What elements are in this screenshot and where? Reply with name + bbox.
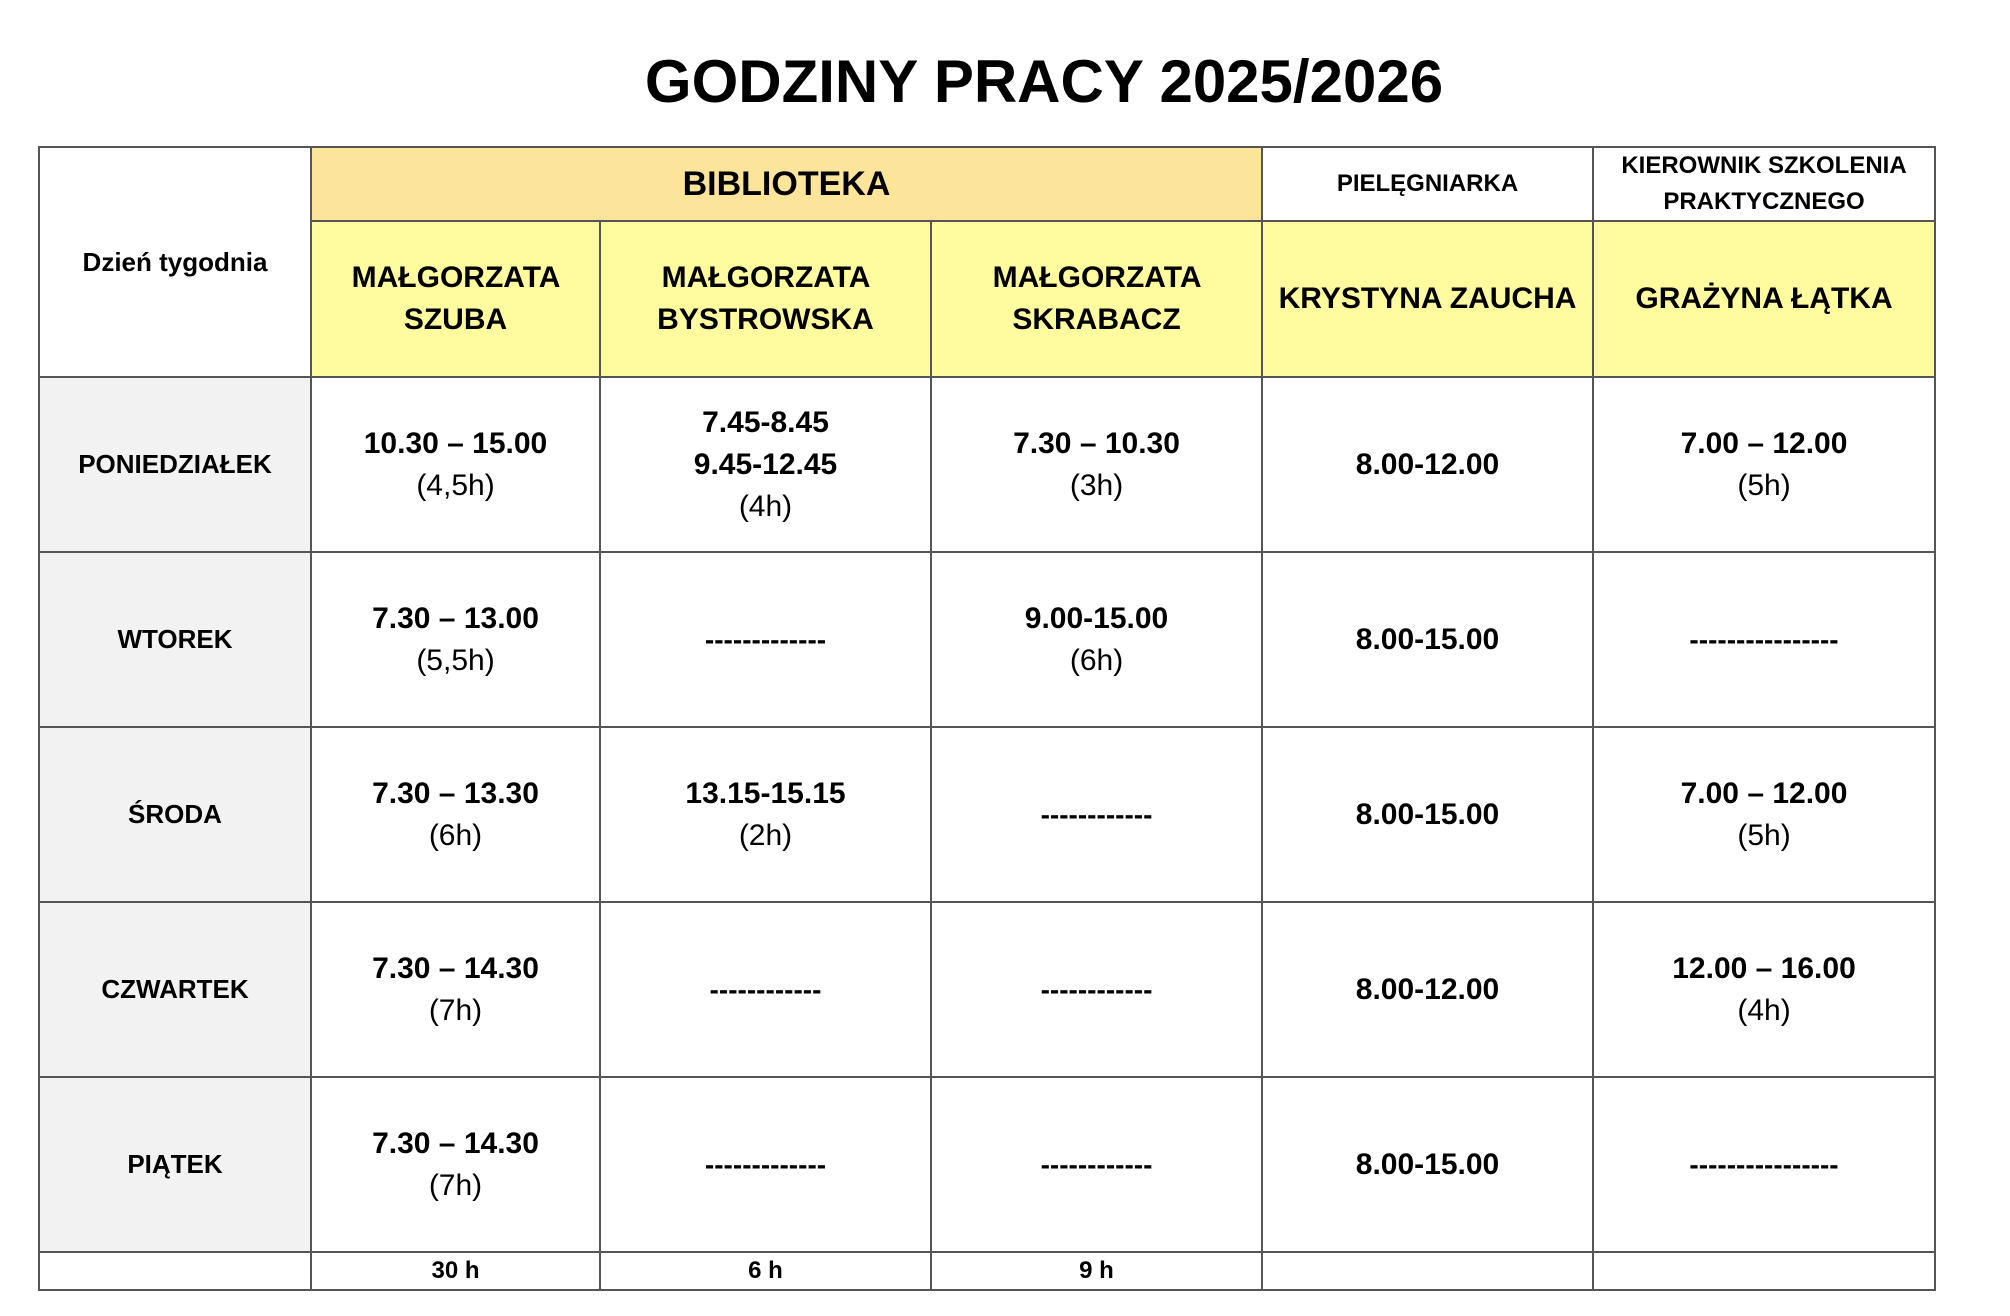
person-header — [931, 221, 1262, 377]
schedule-cell — [1593, 552, 1935, 727]
table-row — [39, 552, 1935, 727]
day-label: PONIEDZIAŁEK — [39, 377, 311, 552]
hours-count: (5h) — [1737, 818, 1791, 852]
day-label: PIĄTEK — [39, 1077, 311, 1252]
hours-count: (7h) — [428, 1168, 483, 1202]
time-range: 8.00-15.00 — [1355, 1147, 1500, 1181]
schedule-cell — [931, 377, 1262, 552]
schedule-cell — [600, 377, 931, 552]
time-range: 12.00 – 16.00 — [1672, 951, 1856, 985]
time-range: 7.30 – 10.30 — [1013, 426, 1180, 460]
schedule-cell — [1262, 902, 1593, 1077]
no-hours-dashes: ------------ — [1040, 798, 1153, 830]
schedule-cell — [1262, 727, 1593, 902]
schedule-cell — [311, 727, 600, 902]
schedule-cell — [1593, 377, 1935, 552]
time-range: 10.30 – 15.00 — [363, 426, 548, 460]
no-hours-dashes: ------------ — [709, 973, 822, 1005]
schedule-cell — [931, 552, 1262, 727]
hours-count: (5,5h) — [416, 643, 495, 677]
time-range: 13.15-15.15 — [685, 776, 846, 810]
schedule-cell — [931, 727, 1262, 902]
no-hours-dashes: ------------- — [704, 1148, 827, 1180]
group-header-training: KIEROWNIK SZKOLENIA PRAKTYCZNEGO — [1593, 147, 1935, 221]
schedule-cell — [1593, 1077, 1935, 1252]
hours-count: (7h) — [428, 993, 483, 1027]
table-row — [39, 902, 1935, 1077]
day-label: CZWARTEK — [39, 902, 311, 1077]
work-hours-table — [38, 146, 1936, 1291]
total-cell: 6 h — [600, 1252, 931, 1290]
page-title: GODZINY PRACY 2025/2026 — [644, 48, 1444, 115]
person-header — [1262, 221, 1593, 377]
schedule-cell — [600, 1077, 931, 1252]
schedule-cell — [600, 902, 931, 1077]
hours-count: (3h) — [1069, 468, 1124, 502]
hours-count: (4h) — [1737, 993, 1791, 1027]
time-range: 7.30 – 13.30 — [372, 776, 539, 810]
person-name-line: BYSTROWSKA — [657, 303, 874, 336]
schedule-cell — [600, 727, 931, 902]
schedule-cell — [931, 902, 1262, 1077]
hours-count: (4h) — [738, 489, 793, 523]
person-name-line: MAŁGORZATA — [351, 261, 560, 294]
person-header — [600, 221, 931, 377]
no-hours-dashes: ---------------- — [1689, 623, 1839, 655]
person-name-line: MAŁGORZATA — [992, 261, 1201, 294]
totals-row — [39, 1252, 1935, 1290]
schedule-cell — [1593, 727, 1935, 902]
schedule-cell — [311, 902, 600, 1077]
schedule-cell — [600, 552, 931, 727]
time-range: 8.00-12.00 — [1355, 972, 1500, 1006]
hours-count: (6h) — [428, 818, 483, 852]
schedule-cell — [311, 1077, 600, 1252]
time-range: 7.30 – 13.00 — [372, 601, 539, 635]
person-name-line: GRAŻYNA ŁĄTKA — [1635, 282, 1893, 315]
total-cell: 30 h — [311, 1252, 600, 1290]
person-name-line: SKRABACZ — [1012, 303, 1181, 336]
total-cell — [1593, 1252, 1935, 1290]
day-label: ŚRODA — [39, 727, 311, 902]
time-range: 7.00 – 12.00 — [1680, 776, 1848, 810]
time-range: 8.00-15.00 — [1355, 622, 1500, 656]
total-cell — [39, 1252, 311, 1290]
person-header — [1593, 221, 1935, 377]
no-hours-dashes: ------------- — [704, 623, 827, 655]
schedule-cell — [311, 377, 600, 552]
person-name-line: KRYSTYNA ZAUCHA — [1278, 282, 1577, 315]
day-label: WTOREK — [39, 552, 311, 727]
person-header — [311, 221, 600, 377]
time-range: 9.00-15.00 — [1024, 601, 1169, 635]
time-range: 7.45-8.45 — [702, 405, 829, 439]
time-range: 7.30 – 14.30 — [372, 1126, 539, 1160]
group-header-library: BIBLIOTEKA — [311, 147, 1262, 221]
time-range: 7.00 – 12.00 — [1680, 426, 1848, 460]
total-cell — [1262, 1252, 1593, 1290]
hours-count: (2h) — [738, 818, 793, 852]
time-range: 8.00-15.00 — [1355, 797, 1500, 831]
schedule-cell — [1262, 1077, 1593, 1252]
total-cell: 9 h — [931, 1252, 1262, 1290]
time-range: 8.00-12.00 — [1355, 447, 1500, 481]
hours-count: (6h) — [1069, 643, 1124, 677]
schedule-cell — [1593, 902, 1935, 1077]
no-hours-dashes: ------------ — [1040, 973, 1153, 1005]
table-row — [39, 377, 1935, 552]
schedule-cell — [931, 1077, 1262, 1252]
table-row — [39, 1077, 1935, 1252]
group-header-nurse: PIELĘGNIARKA — [1262, 147, 1593, 221]
no-hours-dashes: ---------------- — [1689, 1148, 1839, 1180]
person-name-line: SZUBA — [403, 303, 508, 336]
time-range: 7.30 – 14.30 — [372, 951, 539, 985]
schedule-cell — [1262, 552, 1593, 727]
time-range: 9.45-12.45 — [693, 447, 838, 481]
schedule-cell — [311, 552, 600, 727]
day-column-header: Dzień tygodnia — [39, 147, 311, 377]
table-row — [39, 727, 1935, 902]
no-hours-dashes: ------------ — [1040, 1148, 1153, 1180]
schedule-cell — [1262, 377, 1593, 552]
hours-count: (5h) — [1737, 468, 1791, 502]
hours-count: (4,5h) — [416, 468, 495, 502]
person-name-line: MAŁGORZATA — [661, 261, 870, 294]
